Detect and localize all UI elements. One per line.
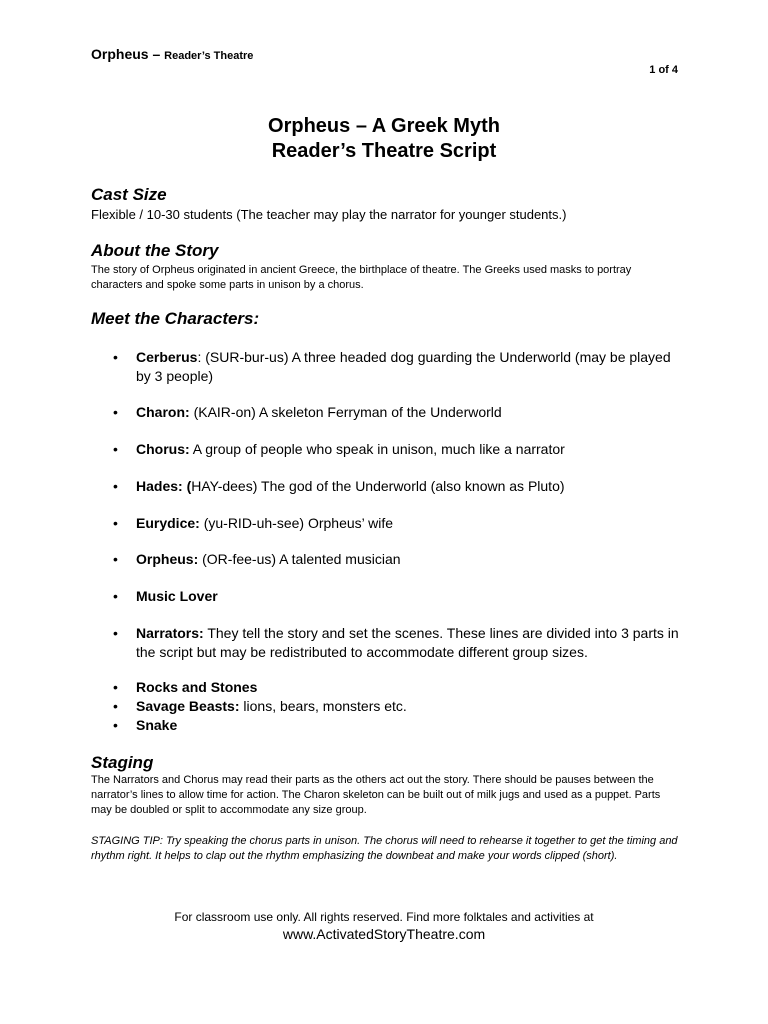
character-name: Cerberus xyxy=(136,349,198,365)
list-item xyxy=(113,514,683,533)
bullet-icon: • xyxy=(113,679,118,695)
list-item xyxy=(113,697,683,716)
character-desc: (yu-RID-uh-see) Orpheus’ wife xyxy=(203,515,394,531)
document-title xyxy=(0,114,768,164)
bullet-icon: • xyxy=(113,478,118,494)
cast-size-text: Flexible / 10-30 students (The teacher may play the narrator for younger students.) xyxy=(91,207,567,222)
characters-heading: Meet the Characters: xyxy=(91,309,260,328)
bullet-icon: • xyxy=(113,717,118,733)
running-header-subtitle: Reader’s Theatre xyxy=(164,50,254,62)
bullet-icon: • xyxy=(113,698,118,714)
list-item xyxy=(113,624,683,662)
about-text: The story of Orpheus originated in ancient Greece, the birthplace of theatre. The Greeks used masks to portray characters and spoke some parts in unison by a chorus. xyxy=(91,264,632,291)
list-item xyxy=(113,348,683,386)
character-name: Orpheus: xyxy=(136,551,199,567)
character-desc: lions, bears, monsters etc. xyxy=(243,698,407,714)
title-line-1: Orpheus – A Greek Myth xyxy=(268,115,500,137)
cast-size-heading: Cast Size xyxy=(91,185,167,204)
bullet-icon: • xyxy=(113,404,118,420)
running-header xyxy=(91,46,253,62)
character-name: Narrators: xyxy=(136,625,204,641)
about-heading: About the Story xyxy=(91,241,219,260)
list-item xyxy=(113,587,683,606)
footer-url[interactable]: www.ActivatedStoryTheatre.com xyxy=(282,926,486,942)
page-number: 1 of 4 xyxy=(649,64,678,76)
bullet-icon: • xyxy=(113,588,118,604)
bullet-icon: • xyxy=(113,515,118,531)
character-desc: (SUR-bur-us) A three headed dog guarding the Underworld (may be played by 3 people) xyxy=(136,349,671,384)
list-item xyxy=(113,678,683,697)
bullet-icon: • xyxy=(113,551,118,567)
title-line-2: Reader’s Theatre Script xyxy=(271,140,497,162)
character-desc: (KAIR-on) A skeleton Ferryman of the Underworld xyxy=(193,404,502,420)
running-header-title: Orpheus – xyxy=(91,46,161,62)
list-item xyxy=(113,403,683,422)
list-item xyxy=(113,440,683,459)
separator: : xyxy=(197,349,206,365)
character-desc: (OR-fee-us) A talented musician xyxy=(202,551,401,567)
bullet-icon: • xyxy=(113,625,118,641)
footer-notice: For classroom use only. All rights reserved. Find more folktales and activities at xyxy=(174,910,594,924)
list-item xyxy=(113,716,683,735)
list-item xyxy=(113,550,683,569)
staging-heading: Staging xyxy=(91,753,154,772)
character-name: Eurydice: xyxy=(136,515,200,531)
bullet-icon: • xyxy=(113,441,118,457)
list-item xyxy=(113,477,683,496)
character-name: Charon: xyxy=(136,404,190,420)
character-name: Savage Beasts: xyxy=(136,698,240,714)
staging-text: The Narrators and Chorus may read their parts as the others act out the story. There should be pauses between the narrator’s lines to allow time for action. The Charon skeleton can be built out of milk jugs and used as a puppet. Parts may be doubled or split to accommodate any size group. xyxy=(91,774,661,816)
staging-tip: STAGING TIP: Try speaking the chorus parts in unison. The chorus will need to rehearse it together to get the timing and rhythm right. It helps to clap out the rhythm emphasizing the downbeat and make your words clipped (short). xyxy=(91,835,678,862)
character-desc: They tell the story and set the scenes. These lines are divided into 3 parts in the script but may be redistributed to accommodate different group sizes. xyxy=(136,625,679,660)
bullet-icon: • xyxy=(113,349,118,365)
character-name: Rocks and Stones xyxy=(136,679,258,695)
character-desc: HAY-dees) The god of the Underworld (also known as Pluto) xyxy=(191,478,565,494)
character-name: Chorus: xyxy=(136,441,190,457)
character-name: Music Lover xyxy=(136,588,218,604)
character-name: Hades: ( xyxy=(136,478,192,494)
character-desc: A group of people who speak in unison, much like a narrator xyxy=(192,441,565,457)
character-name: Snake xyxy=(136,717,178,733)
